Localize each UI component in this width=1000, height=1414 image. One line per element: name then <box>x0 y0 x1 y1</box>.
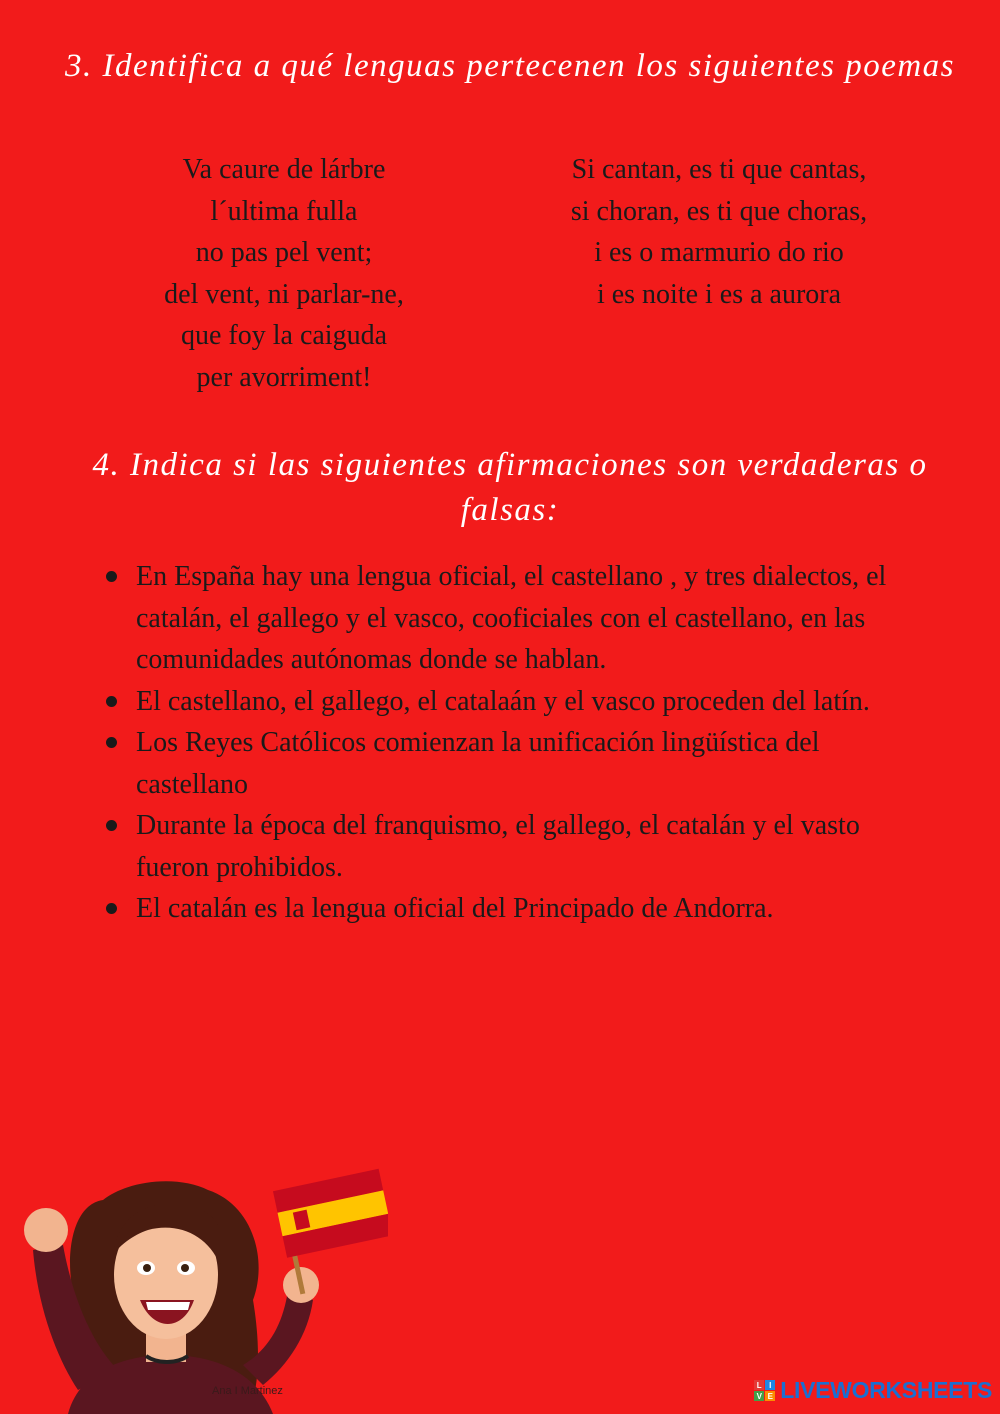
poem-line: Va caure de lárbre <box>182 154 386 185</box>
poem-line: si choran, es ti que choras, <box>570 195 868 227</box>
section-4-heading: 4. Indica si las siguientes afirmaciones son verdaderas o falsas: <box>92 447 928 528</box>
poem-line: i es o marmurio do rio <box>594 237 844 269</box>
statement-text: En España hay una lengua oficial, el castellano , y tres dialectos, el catalán, el gallego y el vasco, cooficiales con el castellano, en las comunidades autónomas donde se hablan. <box>136 561 887 675</box>
statement-item <box>100 888 920 930</box>
poem-left <box>74 149 494 399</box>
statement-item <box>100 556 920 681</box>
statement-item <box>100 722 920 805</box>
statement-item <box>100 805 920 888</box>
spain-flag-icon <box>273 1169 388 1258</box>
poem-line: no pas pel vent; <box>195 237 373 269</box>
statement-item <box>100 681 920 723</box>
bullet-icon <box>106 903 117 914</box>
bullet-icon <box>106 696 117 707</box>
poem-line: del vent, ni parlar-ne, <box>164 278 404 310</box>
poem-line: l´ultima fulla <box>210 195 358 227</box>
poem-line: i es noite i es a aurora <box>596 278 842 310</box>
poem-line: per avorriment! <box>196 361 372 393</box>
statement-text: El catalán es la lengua oficial del Principado de Andorra. <box>136 893 774 924</box>
brand-name: LIVEWORKSHEETS <box>780 1377 992 1403</box>
bullet-icon <box>106 737 117 748</box>
liveworksheets-logo[interactable] <box>754 1377 992 1404</box>
author-credit: Ana I Martinez <box>212 1385 283 1397</box>
section-3-heading: 3. Identifica a qué lenguas pertecenen los siguientes poemas <box>64 48 956 84</box>
avatar-illustration <box>8 1160 388 1414</box>
bullet-icon <box>106 571 117 582</box>
statement-text: El castellano, el gallego, el catalaán y el vasco proceden del latín. <box>136 685 870 717</box>
bullet-icon <box>106 820 117 831</box>
poem-line: Si cantan, es ti que cantas, <box>571 154 867 185</box>
poem-line: que foy la caiguda <box>180 320 388 352</box>
liveworksheets-logo-icon: L I V E <box>754 1380 775 1401</box>
poem-right <box>509 149 929 315</box>
statement-text: Los Reyes Católicos comienzan la unificación lingüística del castellano <box>136 727 820 800</box>
statement-text: Durante la época del franquismo, el gallego, el catalán y el vasto fueron prohibidos. <box>136 810 860 883</box>
statements-list <box>100 556 920 930</box>
